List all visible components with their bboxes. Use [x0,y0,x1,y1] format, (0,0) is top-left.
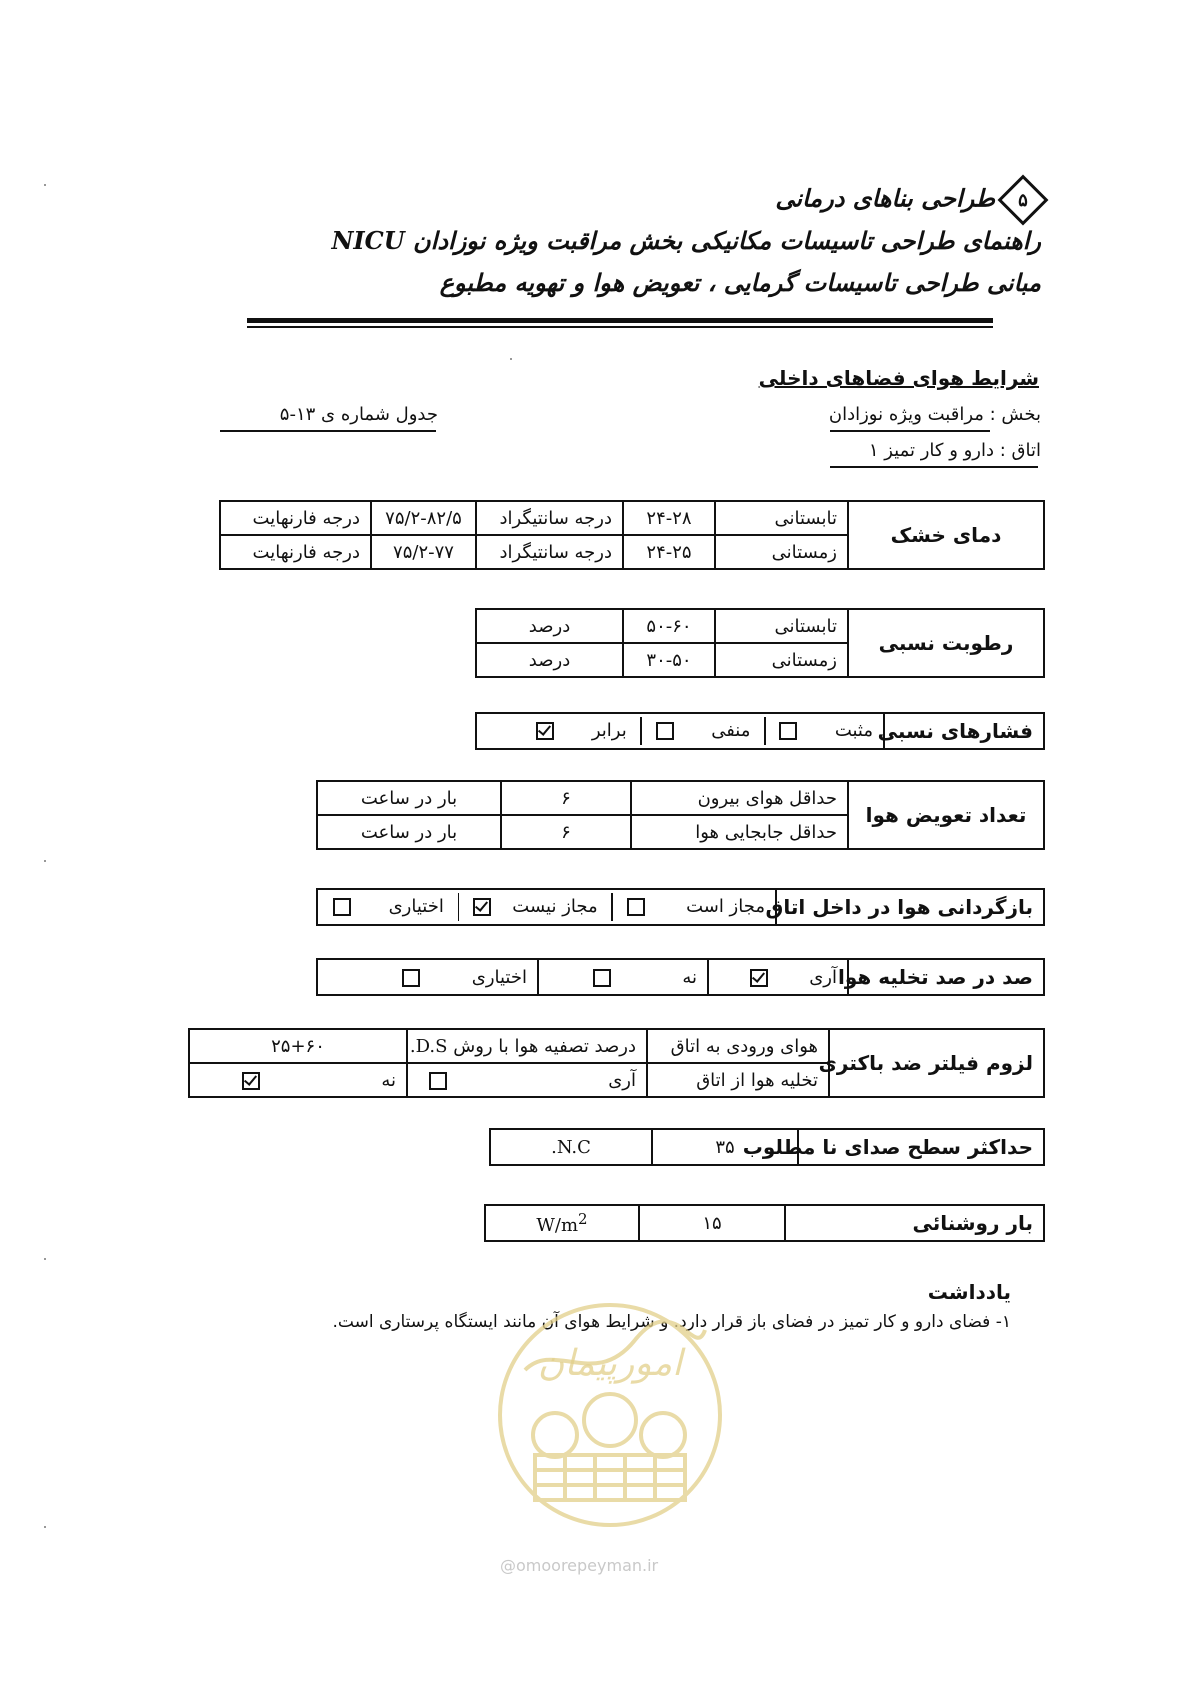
room-value: دارو و کار تمیز ۱ [868,440,995,461]
air-change-label: تعداد تعویض هوا [848,781,1044,849]
notes-title: یادداشت [927,1280,1011,1304]
exhaust-label: صد در صد تخلیه هوا [848,959,1044,995]
exhaust-yes-label: آری [809,966,837,988]
pressure-label: فشارهای نسبی [884,713,1044,749]
lighting-label: بار روشنائی [785,1205,1044,1241]
air-change-table [316,780,1045,850]
divider [611,893,613,921]
header-line-1 [775,182,1041,218]
filter-label: لزوم فیلتر ضد باکتری [829,1029,1044,1097]
exhaust-table [316,958,1045,996]
dept-underline [830,430,990,432]
lighting-unit-sup: 2 [578,1210,588,1228]
recirc-not-allowed-label: مجاز نیست [512,896,598,917]
exhaust-no-label: نه [682,966,697,988]
filter-no-label: نه [381,1069,396,1091]
pressure-options [476,713,884,749]
room-label: اتاق : [999,440,1041,461]
header-line-3: مبانی طراحی تاسیسات گرمایی ، تعویض هوا و تهویه مطبوع [439,268,1041,297]
watermark-logo-text: امورپیمان [537,1343,683,1384]
table-number [248,404,438,425]
dry-temp-table [219,500,1045,570]
humidity-range: ۳۰-۵۰ [623,643,715,677]
table-number-underline [220,430,436,432]
exhaust-optional-cell [317,959,538,995]
pressure-negative-label: منفی [711,720,751,741]
exhaust-yes-cell [708,959,848,995]
air-change-value: ۶ [501,815,631,849]
filter-inlet-text: درصد تصفیه هوا با روش [453,1035,636,1057]
recirc-not-allowed-checkbox[interactable] [473,898,491,916]
humidity-unit: درصد [476,643,623,677]
filter-no-cell [189,1063,407,1097]
filter-yes-checkbox[interactable] [429,1072,447,1090]
filter-inlet-method: D.S. [409,1035,448,1057]
air-change-name: حداقل هوای بیرون [631,781,848,815]
chapter-number: ۵ [1018,189,1028,211]
dept-value: مراقبت ویژه نوزادان [828,404,984,425]
noise-unit: N.C. [490,1129,652,1165]
scan-speck [510,358,512,360]
filter-inlet-value: ۲۵+۶۰ [189,1029,407,1063]
dept-line [829,404,1041,425]
dry-temp-c-unit: درجه سانتیگراد [476,535,623,569]
dept-label: بخش : [989,404,1041,425]
header-rule-thin [247,326,993,328]
dry-temp-season: تابستانی [715,501,848,535]
dry-temp-label: دمای خشک [848,501,1044,569]
noise-table [489,1128,1045,1166]
pressure-positive-checkbox[interactable] [779,722,797,740]
air-change-value: ۶ [501,781,631,815]
scan-speck [44,1526,46,1528]
recirculation-table [316,888,1045,926]
filter-table [188,1028,1045,1098]
filter-yes-label: آری [608,1069,636,1091]
lighting-unit-cell [485,1205,639,1241]
dry-temp-f-unit: درجه فارنهایت [220,501,371,535]
table-number-value: ۱۳-۵ [279,404,316,425]
pressure-positive-label: مثبت [834,720,873,741]
filter-inlet-method-cell [407,1029,647,1063]
exhaust-no-cell [538,959,708,995]
lighting-table [484,1204,1045,1242]
divider [640,717,642,745]
humidity-label: رطوبت نسبی [848,609,1044,677]
air-change-unit: بار در ساعت [317,815,501,849]
pressure-table [475,712,1045,750]
header-rule [247,318,993,323]
humidity-season: تابستانی [715,609,848,643]
dry-temp-c-range: ۲۴-۲۵ [623,535,715,569]
dry-temp-c-range: ۲۴-۲۸ [623,501,715,535]
dry-temp-f-range: ۷۵/۲-۷۷ [371,535,476,569]
recirculation-options [317,889,776,925]
room-line [869,440,1041,461]
humidity-season: زمستانی [715,643,848,677]
section-title: شرایط هوای فضاهای داخلی [758,366,1039,390]
exhaust-yes-checkbox[interactable] [750,969,768,987]
humidity-range: ۵۰-۶۰ [623,609,715,643]
noise-value: ۳۵ [652,1129,798,1165]
scan-speck [44,184,46,186]
recirc-allowed-checkbox[interactable] [627,898,645,916]
pressure-equal-checkbox[interactable] [536,722,554,740]
dry-temp-season: زمستانی [715,535,848,569]
note-item: ۱- فضای دارو و کار تمیز در فضای باز قرار دارد. و شرایط هوای آن مانند ایستگاه پرستاری است. [332,1312,1011,1332]
room-underline [830,466,1038,468]
header-line-2: راهنمای طراحی تاسیسات مکانیکی بخش مراقبت ویژه نوزادان NICU [331,226,1041,255]
exhaust-optional-checkbox[interactable] [402,969,420,987]
lighting-unit: W/m [536,1215,579,1236]
watermark-text: @omoorepeyman.ir [500,1556,659,1575]
scan-speck [44,860,46,862]
recirc-allowed-label: مجاز است [686,896,765,917]
filter-yes-cell [407,1063,647,1097]
book-title: طراحی بناهای درمانی [775,183,995,213]
pressure-equal-label: برابر [591,720,627,741]
pressure-negative-checkbox[interactable] [656,722,674,740]
watermark-logo-icon [495,1300,725,1530]
exhaust-optional-label: اختیاری [471,966,527,988]
air-change-unit: بار در ساعت [317,781,501,815]
air-change-name: حداقل جابجایی هوا [631,815,848,849]
exhaust-no-checkbox[interactable] [593,969,611,987]
filter-inlet-label: هوای ورودی به اتاق [647,1029,829,1063]
scan-speck [44,1258,46,1260]
table-number-label: جدول شماره ی [321,404,438,425]
divider [764,717,766,745]
dry-temp-c-unit: درجه سانتیگراد [476,501,623,535]
filter-no-checkbox[interactable] [242,1072,260,1090]
lighting-value: ۱۵ [639,1205,785,1241]
dry-temp-f-range: ۷۵/۲-۸۲/۵ [371,501,476,535]
humidity-unit: درصد [476,609,623,643]
chapter-badge-icon [998,175,1049,226]
dry-temp-f-unit: درجه فارنهایت [220,535,371,569]
humidity-table [475,608,1045,678]
noise-label: حداکثر سطح صدای نا مطلوب [798,1129,1044,1165]
filter-exhaust-label: تخلیه هوا از اتاق [647,1063,829,1097]
recirculation-label: بازگردانی هوا در داخل اتاق [776,889,1044,925]
divider [458,893,460,921]
recirc-optional-label: اختیاری [388,896,444,917]
recirc-optional-checkbox[interactable] [333,898,351,916]
